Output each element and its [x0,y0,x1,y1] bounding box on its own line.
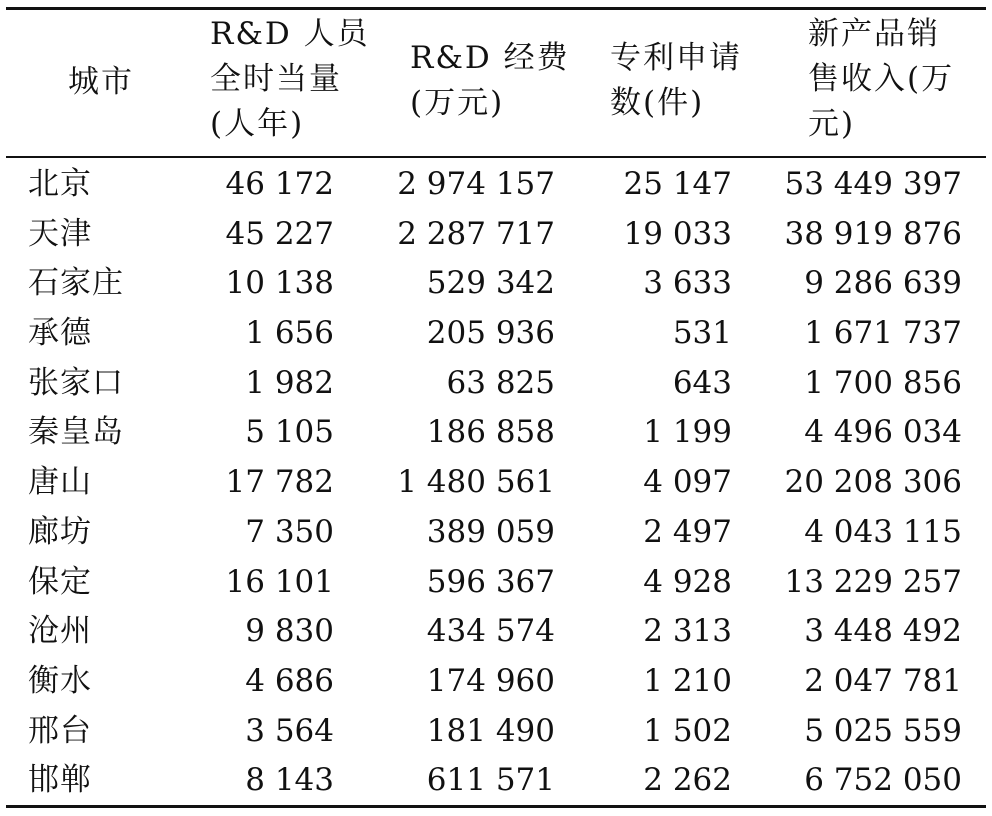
cell-patents: 531 [672,315,732,352]
cell-city: 沧州 [28,613,92,650]
cell-rd-expense: 434 574 [426,613,555,650]
cell-city: 廊坊 [28,513,92,550]
table-row [0,408,992,458]
cell-patents: 19 033 [623,215,732,252]
cell-patents: 643 [672,364,732,401]
cell-rd-expense: 186 858 [426,414,555,451]
cell-city: 张家口 [28,364,124,401]
cell-new-product-sales: 4 496 034 [804,414,962,451]
table-row [0,458,992,508]
cell-new-product-sales: 1 700 856 [804,364,962,401]
cell-rd-expense: 174 960 [426,662,555,699]
table-row [0,607,992,657]
table-row [0,756,992,806]
table-bottom-rule [6,805,986,808]
table-body [0,160,992,806]
cell-new-product-sales: 3 448 492 [804,613,962,650]
cell-rd-expense: 205 936 [426,315,555,352]
cell-new-product-sales: 1 671 737 [804,315,962,352]
cell-rd-personnel: 46 172 [225,166,334,202]
cell-patents: 2 262 [643,762,732,799]
table-top-rule [6,7,986,10]
cell-patents: 25 147 [623,166,732,202]
cell-rd-personnel: 45 227 [225,215,334,252]
cell-rd-personnel: 7 350 [245,513,334,550]
cell-rd-personnel: 1 656 [245,315,334,352]
cell-rd-personnel: 4 686 [245,662,334,699]
cell-city: 石家庄 [28,265,124,302]
cell-patents: 2 313 [643,613,732,650]
cell-rd-expense: 2 287 717 [397,215,555,252]
cell-new-product-sales: 38 919 876 [784,215,962,252]
cell-rd-personnel: 3 564 [245,712,334,749]
cell-rd-personnel: 17 782 [225,464,334,501]
cell-rd-expense: 389 059 [426,513,555,550]
table-row [0,707,992,757]
cell-rd-expense: 596 367 [426,563,555,600]
table-row [0,657,992,707]
cell-patents: 1 199 [643,414,732,451]
table-row [0,259,992,309]
cell-new-product-sales: 9 286 639 [804,265,962,302]
cell-rd-expense: 181 490 [426,712,555,749]
table-row [0,359,992,409]
cell-patents: 4 928 [643,563,732,600]
cell-patents: 3 633 [643,265,732,302]
cell-city: 衡水 [28,662,92,699]
header-rd-personnel: R&D 人员 全时当量 (人年) [210,16,370,142]
cell-rd-expense: 1 480 561 [397,464,555,501]
cell-new-product-sales: 13 229 257 [784,563,962,600]
cell-patents: 4 097 [643,464,732,501]
cell-new-product-sales: 4 043 115 [804,513,962,550]
cell-city: 天津 [28,215,92,252]
header-city: 城市 [68,64,134,100]
cell-rd-expense: 529 342 [426,265,555,302]
table-row [0,309,992,359]
cell-new-product-sales: 53 449 397 [784,166,962,202]
table-row [0,558,992,608]
cell-rd-personnel: 9 830 [245,613,334,650]
cell-new-product-sales: 20 208 306 [784,464,962,501]
table-row [0,508,992,558]
cell-rd-personnel: 10 138 [225,265,334,302]
cell-rd-expense: 63 825 [446,364,555,401]
cell-rd-personnel: 1 982 [245,364,334,401]
header-new-product-sales: 新产品销 售收入(万 元) [808,16,955,142]
cell-city: 唐山 [28,464,92,501]
cell-city: 秦皇岛 [28,414,124,451]
cell-city: 北京 [28,166,92,202]
cell-patents: 1 210 [643,662,732,699]
cell-city: 承德 [28,315,92,352]
table-row [0,160,992,210]
table-row [0,210,992,260]
cell-patents: 2 497 [643,513,732,550]
cell-rd-personnel: 8 143 [245,762,334,799]
cell-rd-expense: 2 974 157 [397,166,555,202]
cell-new-product-sales: 2 047 781 [804,662,962,699]
cell-city: 保定 [28,563,92,600]
cell-rd-personnel: 16 101 [225,563,334,600]
cell-city: 邢台 [28,712,92,749]
cell-new-product-sales: 6 752 050 [804,762,962,799]
cell-rd-personnel: 5 105 [245,414,334,451]
cell-city: 邯郸 [28,762,92,799]
cell-rd-expense: 611 571 [426,762,555,799]
header-rd-expense: R&D 经费 (万元) [410,40,570,121]
cell-new-product-sales: 5 025 559 [804,712,962,749]
header-patents: 专利申请 数(件) [610,40,742,121]
table-header-rule [6,156,986,158]
cell-patents: 1 502 [643,712,732,749]
